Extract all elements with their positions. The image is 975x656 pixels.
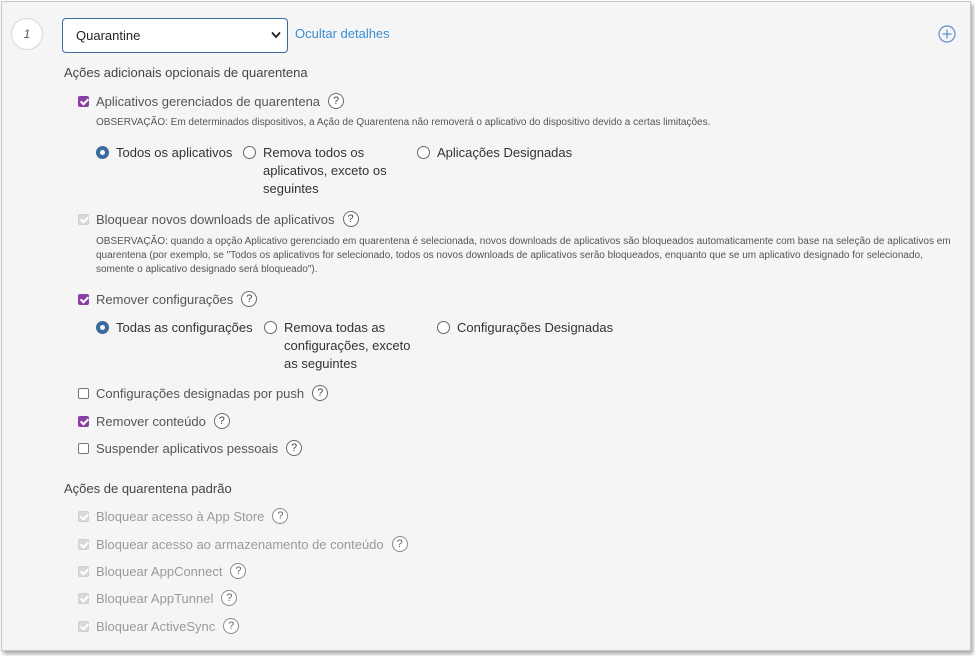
radio-designated-apps-button[interactable] [417,146,430,159]
remove-content-checkbox[interactable] [78,416,89,427]
step-number-badge: 1 [11,18,43,50]
help-icon[interactable]: ? [328,93,344,109]
radio-all-configs[interactable] [96,319,253,337]
help-icon[interactable]: ? [286,440,302,456]
suspend-apps-label: Suspender aplicativos pessoais [96,440,279,456]
action-type-select[interactable] [62,18,288,53]
radio-except-apps[interactable] [243,144,413,198]
radio-designated-apps-label: Aplicações Designadas [437,145,573,160]
radio-except-apps-label: Remova todos os aplicativos, exceto os seguintes [263,145,387,196]
radio-except-apps-button[interactable] [243,146,256,159]
radio-designated-configs-button[interactable] [437,321,450,334]
push-configs-label: Configurações designadas por push [96,385,305,401]
radio-designated-apps[interactable] [417,144,572,162]
remove-configs-label: Remover configurações [96,291,234,307]
help-icon[interactable]: ? [230,563,246,579]
default-action-checkbox [78,566,89,577]
action-type-select-value: Quarantine [76,28,141,43]
optional-actions-heading: Ações adicionais opcionais de quarentena [64,65,308,80]
default-action-row [78,616,239,636]
radio-except-configs-label: Remova todas as configurações, exceto as seguintes [284,320,411,371]
radio-except-configs[interactable] [264,319,434,373]
default-action-label: Bloquear AppConnect [96,563,223,579]
radio-all-configs-label: Todas as configurações [116,320,253,335]
radio-designated-configs[interactable] [437,319,613,337]
help-icon[interactable]: ? [221,590,237,606]
block-downloads-note: OBSERVAÇÃO: quando a opção Aplicativo gerenciado em quarentena é selecionada, novos downloads de aplicativos são bloqueados automaticamente com base na seleção de aplicativos em quarentena (por exemplo, se "Todos os aplicativos for selecionado, todos os novos downloads de aplicativos serão bloqueados, enquanto que se um aplicativo designado for selecionado, somente o aplicativo designado será bloqueado"). [96,236,951,275]
remove-content-row [78,411,230,431]
help-icon[interactable]: ? [392,536,408,552]
default-action-label: Bloquear AppTunnel [96,590,214,606]
quarantine-apps-note: OBSERVAÇÃO: Em determinados dispositivos, a Ação de Quarentena não removerá o aplicativo do dispositivo devido a certas limitações. [96,117,711,128]
remove-content-label: Remover conteúdo [96,413,206,429]
push-configs-row [78,383,328,403]
default-action-label: Bloquear ActiveSync [96,618,216,634]
help-icon[interactable]: ? [343,211,359,227]
quarantine-action-panel [1,1,971,651]
default-action-checkbox [78,539,89,550]
radio-except-configs-button[interactable] [264,321,277,334]
radio-all-apps[interactable] [96,144,232,162]
remove-configs-row [78,289,257,309]
block-downloads-label: Bloquear novos downloads de aplicativos [96,211,335,227]
default-action-label: Bloquear acesso à App Store [96,508,265,524]
radio-all-apps-label: Todos os aplicativos [116,145,233,160]
default-actions-heading: Ações de quarentena padrão [64,481,232,496]
quarantine-apps-checkbox[interactable] [78,96,89,107]
default-action-checkbox [78,593,89,604]
radio-designated-configs-label: Configurações Designadas [457,320,614,335]
default-action-row [78,506,288,526]
push-configs-checkbox[interactable] [78,388,89,399]
add-circle-icon[interactable] [938,25,956,43]
block-downloads-row [78,209,359,229]
radio-all-apps-button[interactable] [96,146,109,159]
default-action-checkbox [78,511,89,522]
remove-configs-checkbox[interactable] [78,294,89,305]
suspend-apps-row [78,438,302,458]
help-icon[interactable]: ? [214,413,230,429]
suspend-apps-checkbox[interactable] [78,443,89,454]
chevron-down-icon [271,31,281,39]
help-icon[interactable]: ? [272,508,288,524]
help-icon[interactable]: ? [223,618,239,634]
default-action-row [78,534,408,554]
default-action-checkbox [78,621,89,632]
quarantine-apps-row [78,91,344,111]
default-action-label: Bloquear acesso ao armazenamento de conteúdo [96,536,384,552]
hide-details-link[interactable]: Ocultar detalhes [295,26,390,41]
help-icon[interactable]: ? [312,385,328,401]
default-action-row [78,588,237,608]
default-action-row [78,561,246,581]
help-icon[interactable]: ? [241,291,257,307]
quarantine-apps-label: Aplicativos gerenciados de quarentena [96,93,321,109]
radio-all-configs-button[interactable] [96,321,109,334]
block-downloads-checkbox [78,214,89,225]
